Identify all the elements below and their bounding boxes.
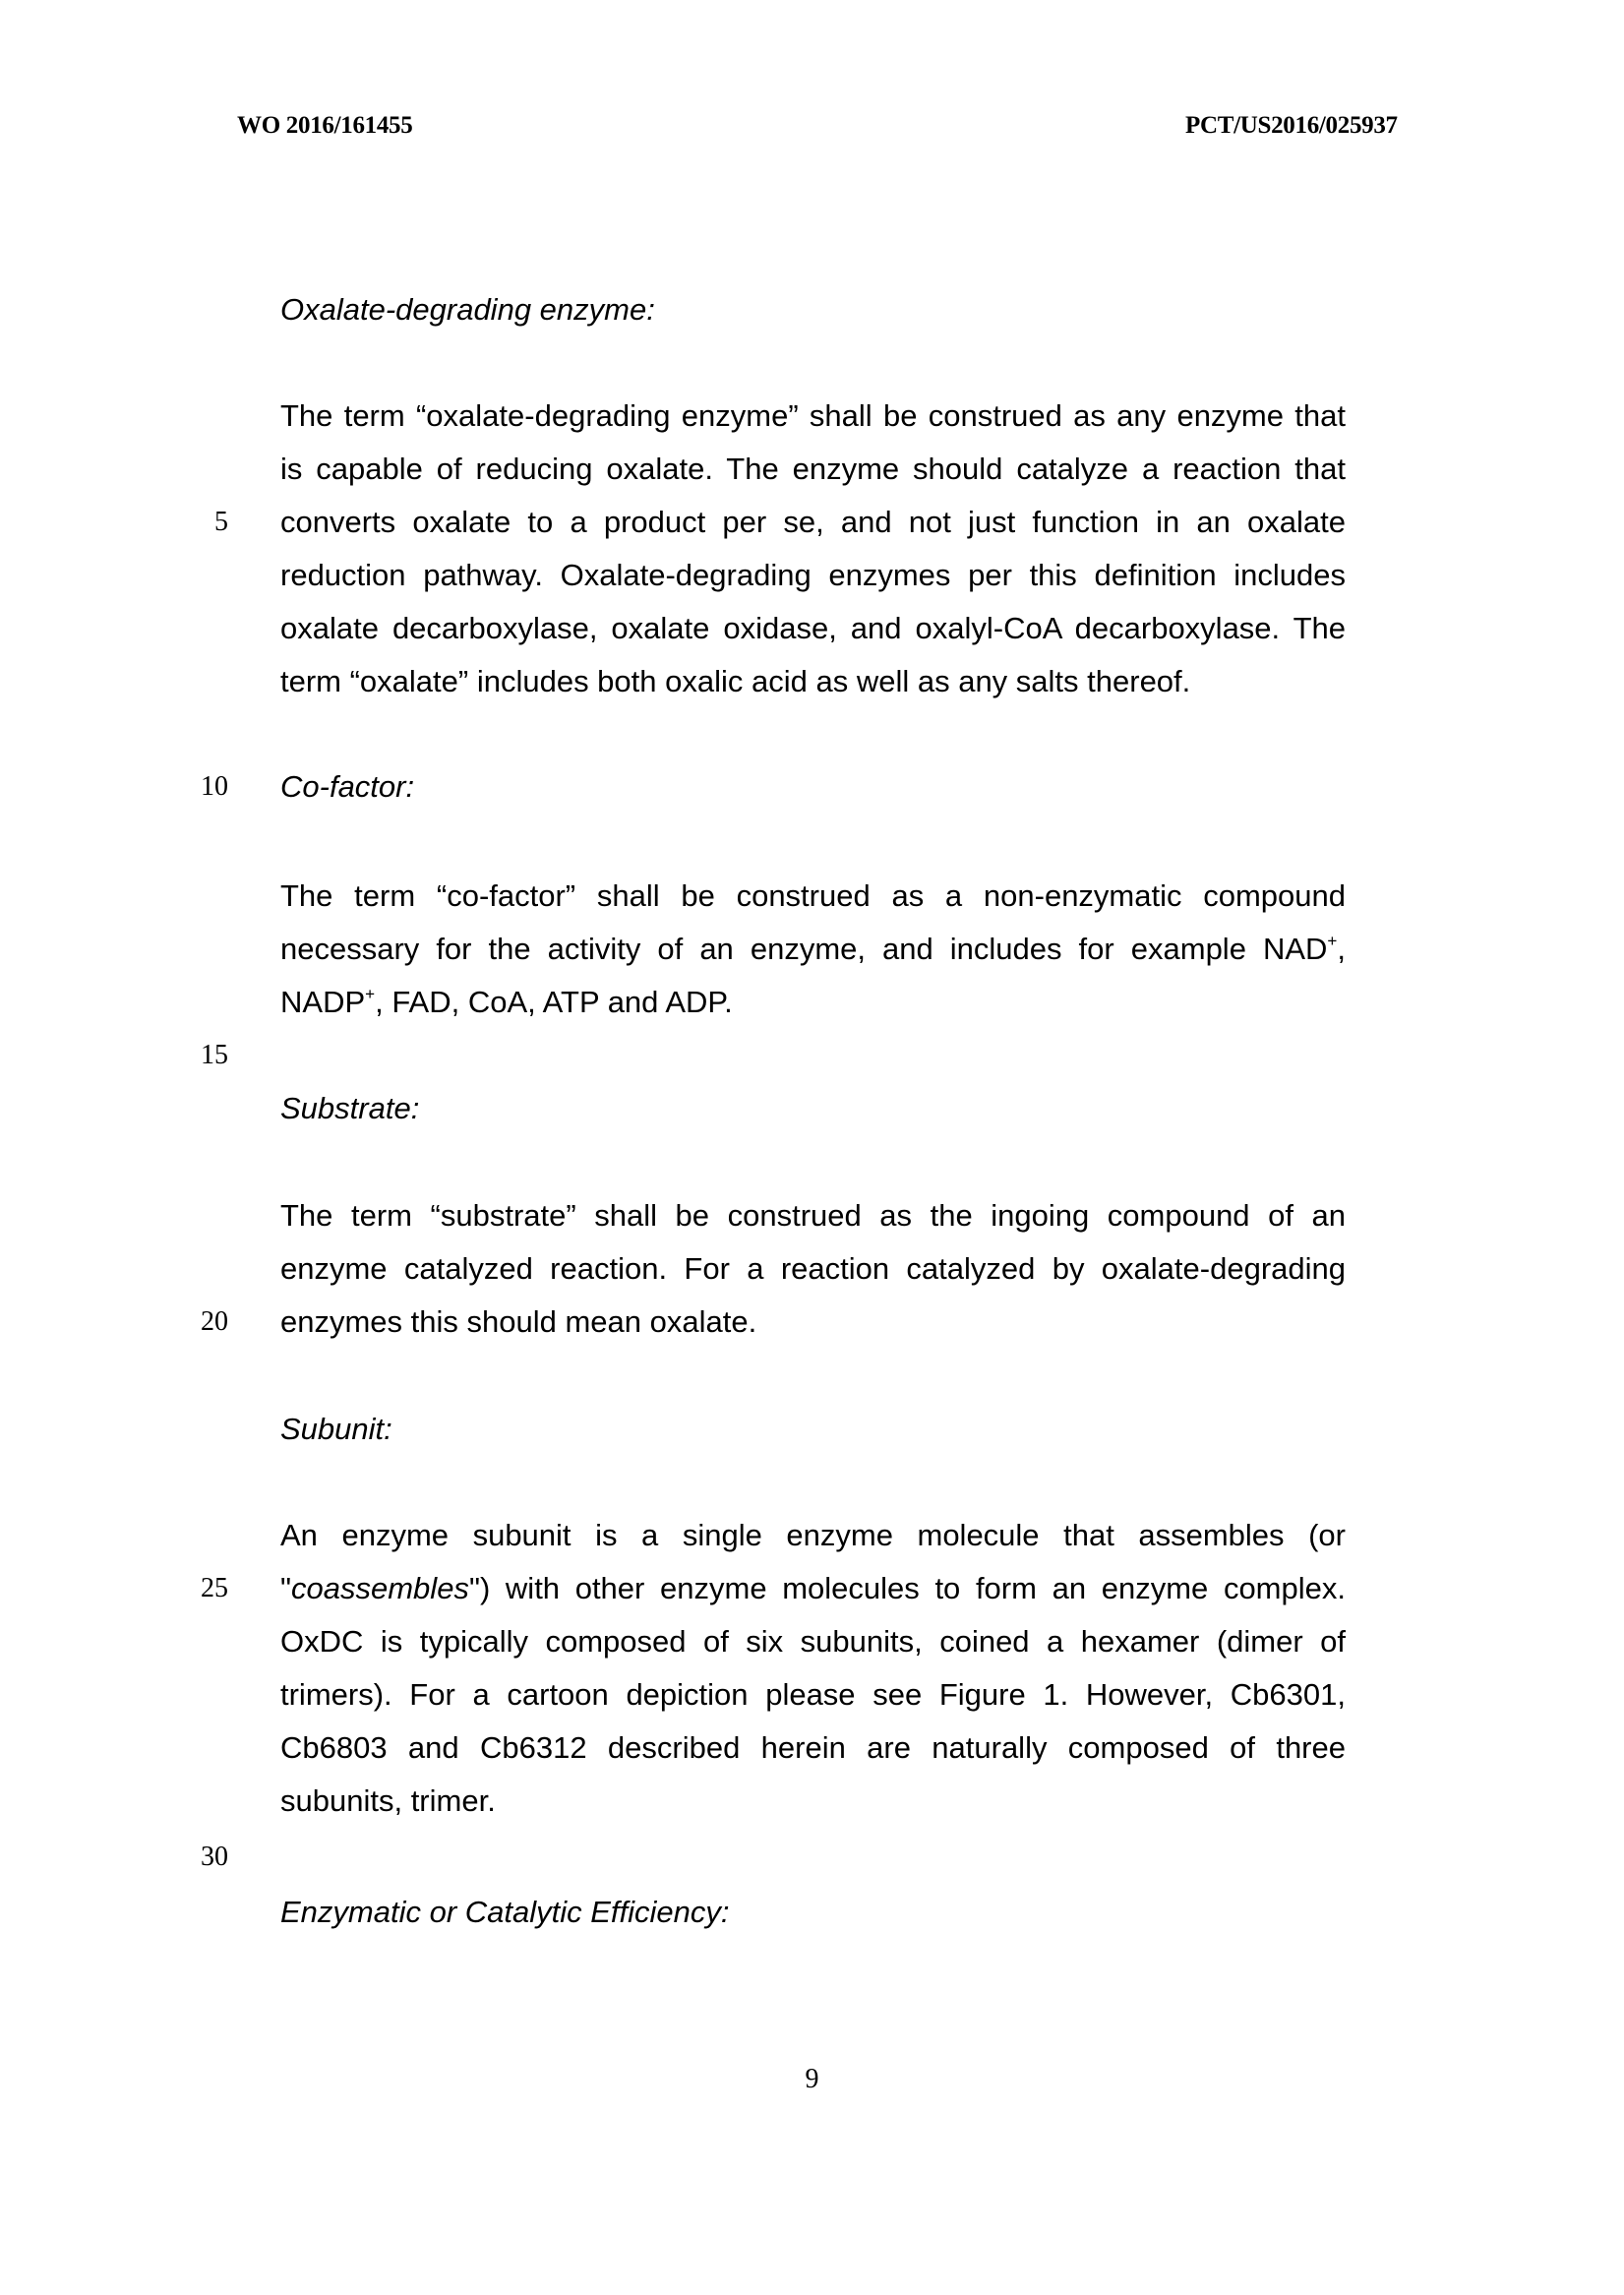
line-number: 15 [201,1040,228,1070]
section-heading: Co-factor: [280,769,415,804]
paragraph-line: subunits, trimer. [280,1783,496,1818]
paragraph-line [280,1562,1346,1615]
paragraph-line: term “oxalate” includes both oxalic acid as well as any salts thereof. [280,664,1191,698]
page-header-right: PCT/US2016/025937 [1185,112,1398,139]
line-text: " [280,1571,292,1605]
section-heading: Enzymatic or Catalytic Efficiency: [280,1895,730,1929]
paragraph-line: is capable of reducing oxalate. The enzyme should catalyze a reaction that [280,452,1346,486]
italic-term: coassembles [291,1571,469,1605]
paragraph [280,870,1346,1029]
line-text: necessary for the activity of an enzyme, and includes for example NAD [280,932,1328,966]
page-header-left: WO 2016/161455 [237,112,413,139]
superscript-plus: + [1327,932,1338,951]
line-number: 20 [201,1306,228,1337]
paragraph-line: An enzyme subunit is a single enzyme molecule that assembles (or [280,1518,1346,1552]
paragraph-line: Cb6803 and Cb6312 described herein are naturally composed of three [280,1730,1346,1765]
paragraph-line: oxalate decarboxylase, oxalate oxidase, and oxalyl-CoA decarboxylase. The [280,611,1346,645]
line-number: 25 [201,1573,228,1603]
paragraph-line: trimers). For a cartoon depiction please see Figure 1. However, Cb6301, [280,1677,1346,1712]
line-number: 10 [201,771,228,802]
line-text: , [1337,932,1346,966]
paragraph-line: enzyme catalyzed reaction. For a reaction catalyzed by oxalate-degrading [280,1251,1346,1286]
paragraph-line: OxDC is typically composed of six subunits, coined a hexamer (dimer of [280,1624,1346,1659]
paragraph-line: reduction pathway. Oxalate-degrading enzymes per this definition includes [280,558,1346,592]
section-heading: Oxalate-degrading enzyme: [280,292,655,327]
line-text: , FAD, CoA, ATP and ADP. [375,985,733,1019]
section-heading: Substrate: [280,1091,420,1125]
line-number: 30 [201,1842,228,1872]
paragraph-line: The term “oxalate-degrading enzyme” shall be construed as any enzyme that [280,398,1346,433]
paragraph [280,1509,1346,1828]
line-text: NADP [280,985,366,1019]
paragraph-line: The term “co-factor” shall be construed as a non-enzymatic compound [280,878,1346,913]
line-number: 5 [214,507,228,537]
line-text: ") with other enzyme molecules to form an enzyme complex. [468,1571,1346,1605]
superscript-plus: + [365,985,376,1004]
page-number: 9 [805,2064,819,2094]
section-heading: Subunit: [280,1412,392,1446]
paragraph-line [280,923,1346,976]
paragraph [280,390,1346,708]
paragraph-line: enzymes this should mean oxalate. [280,1304,757,1339]
paragraph-line: converts oxalate to a product per se, and not just function in an oxalate [280,505,1346,539]
paragraph [280,1189,1346,1349]
paragraph-line [280,976,1346,1029]
paragraph-line: The term “substrate” shall be construed as the ingoing compound of an [280,1198,1346,1233]
